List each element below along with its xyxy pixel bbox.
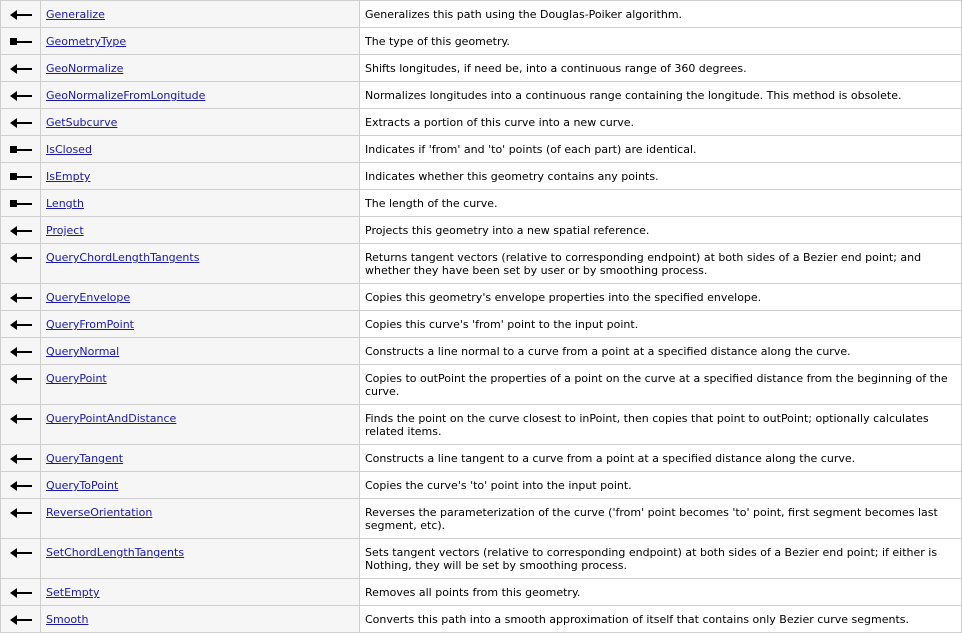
member-description-cell bbox=[360, 606, 962, 633]
member-row bbox=[1, 472, 962, 499]
member-description: Converts this path into a smooth approximation of itself that contains only Bezier curve segments. bbox=[365, 613, 910, 626]
method-arrow-icon bbox=[10, 321, 32, 329]
member-name-cell bbox=[41, 55, 360, 82]
member-name-cell bbox=[41, 1, 360, 28]
member-name-cell bbox=[41, 405, 360, 445]
member-link[interactable]: ReverseOrientation bbox=[46, 506, 153, 519]
method-arrow-icon bbox=[10, 415, 32, 423]
member-description-cell bbox=[360, 338, 962, 365]
member-row bbox=[1, 499, 962, 539]
member-description: Constructs a line tangent to a curve from a point at a specified distance along the curve. bbox=[365, 452, 856, 465]
method-arrow-icon bbox=[10, 616, 32, 624]
member-name-cell bbox=[41, 579, 360, 606]
member-link[interactable]: QueryPointAndDistance bbox=[46, 412, 177, 425]
member-description: Returns tangent vectors (relative to corresponding endpoint) at both sides of a Bezier end point; and whether they have been set by user or by smoothing process. bbox=[365, 251, 922, 277]
member-name-cell bbox=[41, 472, 360, 499]
member-name-cell bbox=[41, 82, 360, 109]
member-icon-cell bbox=[1, 539, 41, 579]
property-icon bbox=[10, 146, 32, 154]
member-row bbox=[1, 445, 962, 472]
member-icon-cell bbox=[1, 190, 41, 217]
member-name-cell bbox=[41, 244, 360, 284]
member-description-cell bbox=[360, 445, 962, 472]
member-description-cell bbox=[360, 311, 962, 338]
member-description-cell bbox=[360, 28, 962, 55]
member-row bbox=[1, 217, 962, 244]
member-description: The type of this geometry. bbox=[365, 35, 510, 48]
member-link[interactable]: Generalize bbox=[46, 8, 105, 21]
method-arrow-icon bbox=[10, 455, 32, 463]
member-name-cell bbox=[41, 606, 360, 633]
member-description: Constructs a line normal to a curve from a point at a specified distance along the curve. bbox=[365, 345, 851, 358]
member-icon-cell bbox=[1, 445, 41, 472]
method-arrow-icon bbox=[10, 509, 32, 517]
method-arrow-icon bbox=[10, 348, 32, 356]
member-description-cell bbox=[360, 539, 962, 579]
member-description-cell bbox=[360, 55, 962, 82]
member-description-cell bbox=[360, 244, 962, 284]
member-icon-cell bbox=[1, 55, 41, 82]
member-link[interactable]: GeoNormalize bbox=[46, 62, 124, 75]
member-description-cell bbox=[360, 163, 962, 190]
member-row bbox=[1, 28, 962, 55]
member-description: Copies the curve's 'to' point into the input point. bbox=[365, 479, 632, 492]
member-description: Finds the point on the curve closest to inPoint, then copies that point to outPoint; optionally calculates related items. bbox=[365, 412, 929, 438]
member-row bbox=[1, 163, 962, 190]
member-description: Indicates whether this geometry contains any points. bbox=[365, 170, 659, 183]
members-table-body bbox=[1, 1, 962, 633]
member-description: Reverses the parameterization of the curve ('from' point becomes 'to' point, first segment becomes last segment, etc). bbox=[365, 506, 938, 532]
member-row bbox=[1, 338, 962, 365]
member-icon-cell bbox=[1, 28, 41, 55]
member-description-cell bbox=[360, 499, 962, 539]
member-icon-cell bbox=[1, 284, 41, 311]
member-row bbox=[1, 405, 962, 445]
member-icon-cell bbox=[1, 244, 41, 284]
member-link[interactable]: IsEmpty bbox=[46, 170, 91, 183]
member-icon-cell bbox=[1, 472, 41, 499]
member-icon-cell bbox=[1, 579, 41, 606]
member-name-cell bbox=[41, 109, 360, 136]
method-arrow-icon bbox=[10, 254, 32, 262]
member-icon-cell bbox=[1, 163, 41, 190]
member-description: The length of the curve. bbox=[365, 197, 498, 210]
member-description-cell bbox=[360, 365, 962, 405]
member-description: Copies to outPoint the properties of a point on the curve at a specified distance from the beginning of the curve. bbox=[365, 372, 948, 398]
member-name-cell bbox=[41, 539, 360, 579]
member-link[interactable]: IsClosed bbox=[46, 143, 92, 156]
member-name-cell bbox=[41, 190, 360, 217]
member-description-cell bbox=[360, 284, 962, 311]
member-description-cell bbox=[360, 82, 962, 109]
member-link[interactable]: Project bbox=[46, 224, 84, 237]
member-link[interactable]: QueryChordLengthTangents bbox=[46, 251, 200, 264]
member-name-cell bbox=[41, 338, 360, 365]
member-name-cell bbox=[41, 499, 360, 539]
property-icon bbox=[10, 200, 32, 208]
member-icon-cell bbox=[1, 606, 41, 633]
method-arrow-icon bbox=[10, 11, 32, 19]
member-description-cell bbox=[360, 472, 962, 499]
member-description: Indicates if 'from' and 'to' points (of each part) are identical. bbox=[365, 143, 697, 156]
member-link[interactable]: Length bbox=[46, 197, 84, 210]
method-arrow-icon bbox=[10, 227, 32, 235]
member-name-cell bbox=[41, 28, 360, 55]
member-row bbox=[1, 284, 962, 311]
member-name-cell bbox=[41, 311, 360, 338]
member-description: Extracts a portion of this curve into a new curve. bbox=[365, 116, 635, 129]
method-arrow-icon bbox=[10, 119, 32, 127]
member-description-cell bbox=[360, 405, 962, 445]
property-icon bbox=[10, 38, 32, 46]
member-icon-cell bbox=[1, 499, 41, 539]
member-icon-cell bbox=[1, 1, 41, 28]
member-link[interactable]: SetChordLengthTangents bbox=[46, 546, 185, 559]
member-description: Projects this geometry into a new spatial reference. bbox=[365, 224, 650, 237]
member-icon-cell bbox=[1, 311, 41, 338]
member-name-cell bbox=[41, 217, 360, 244]
member-link[interactable]: QueryFromPoint bbox=[46, 318, 134, 331]
member-description: Removes all points from this geometry. bbox=[365, 586, 581, 599]
member-icon-cell bbox=[1, 217, 41, 244]
member-icon-cell bbox=[1, 109, 41, 136]
member-icon-cell bbox=[1, 405, 41, 445]
member-row bbox=[1, 55, 962, 82]
member-row bbox=[1, 82, 962, 109]
member-link[interactable]: QueryPoint bbox=[46, 372, 107, 385]
member-row bbox=[1, 190, 962, 217]
member-link[interactable]: QueryEnvelope bbox=[46, 291, 131, 304]
method-arrow-icon bbox=[10, 65, 32, 73]
member-description-cell bbox=[360, 217, 962, 244]
member-description: Copies this geometry's envelope properties into the specified envelope. bbox=[365, 291, 762, 304]
member-link[interactable]: SetEmpty bbox=[46, 586, 100, 599]
member-description: Normalizes longitudes into a continuous range containing the longitude. This method is obsolete. bbox=[365, 89, 902, 102]
member-link[interactable]: Smooth bbox=[46, 613, 89, 626]
member-description: Shifts longitudes, if need be, into a continuous range of 360 degrees. bbox=[365, 62, 747, 75]
member-description-cell bbox=[360, 1, 962, 28]
method-arrow-icon bbox=[10, 375, 32, 383]
member-name-cell bbox=[41, 284, 360, 311]
method-arrow-icon bbox=[10, 482, 32, 490]
member-description-cell bbox=[360, 136, 962, 163]
member-icon-cell bbox=[1, 365, 41, 405]
member-row bbox=[1, 244, 962, 284]
member-link[interactable]: QueryNormal bbox=[46, 345, 120, 358]
property-icon bbox=[10, 173, 32, 181]
member-row bbox=[1, 365, 962, 405]
member-name-cell bbox=[41, 445, 360, 472]
method-arrow-icon bbox=[10, 92, 32, 100]
member-description: Generalizes this path using the Douglas-Poiker algorithm. bbox=[365, 8, 683, 21]
member-name-cell bbox=[41, 136, 360, 163]
method-arrow-icon bbox=[10, 589, 32, 597]
member-description-cell bbox=[360, 109, 962, 136]
member-link[interactable]: QueryTangent bbox=[46, 452, 124, 465]
member-name-cell bbox=[41, 365, 360, 405]
member-description: Sets tangent vectors (relative to corresponding endpoint) at both sides of a Bezier end point; if either is Nothing, they will be set by smoothing process. bbox=[365, 546, 938, 572]
member-link[interactable]: GeoNormalizeFromLongitude bbox=[46, 89, 206, 102]
member-icon-cell bbox=[1, 136, 41, 163]
member-description-cell bbox=[360, 579, 962, 606]
member-link[interactable]: GetSubcurve bbox=[46, 116, 118, 129]
member-icon-cell bbox=[1, 82, 41, 109]
member-row bbox=[1, 136, 962, 163]
member-description: Copies this curve's 'from' point to the input point. bbox=[365, 318, 639, 331]
member-row bbox=[1, 1, 962, 28]
member-name-cell bbox=[41, 163, 360, 190]
member-row bbox=[1, 579, 962, 606]
member-row bbox=[1, 539, 962, 579]
member-row bbox=[1, 311, 962, 338]
member-row bbox=[1, 109, 962, 136]
method-arrow-icon bbox=[10, 294, 32, 302]
member-icon-cell bbox=[1, 338, 41, 365]
member-row bbox=[1, 606, 962, 633]
method-arrow-icon bbox=[10, 549, 32, 557]
member-description-cell bbox=[360, 190, 962, 217]
member-link[interactable]: QueryToPoint bbox=[46, 479, 119, 492]
member-link[interactable]: GeometryType bbox=[46, 35, 127, 48]
